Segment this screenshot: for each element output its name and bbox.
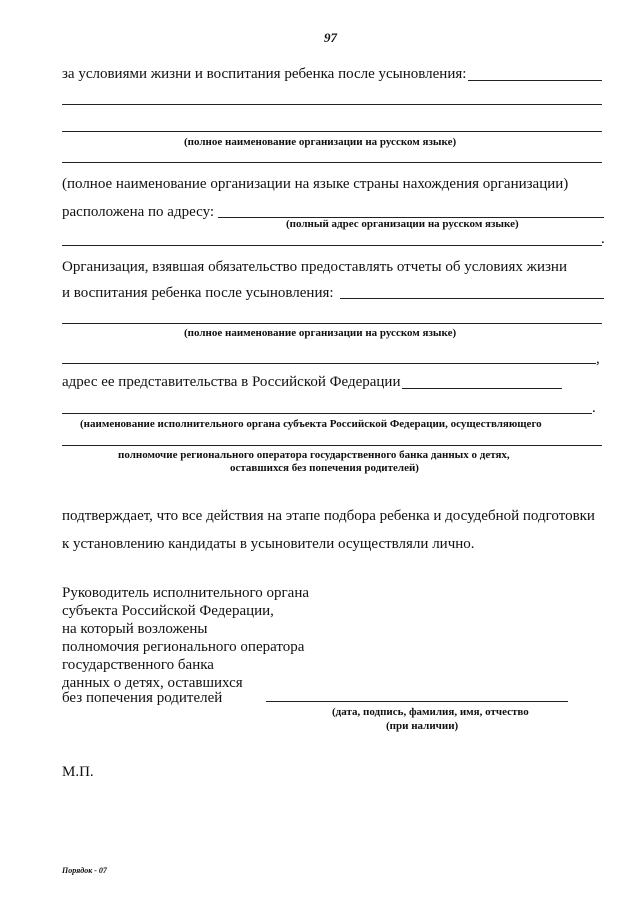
fill-line	[402, 388, 562, 389]
footer-note: Порядок - 07	[62, 866, 107, 875]
fill-line	[62, 131, 602, 132]
fill-line	[62, 104, 602, 105]
page-number: 97	[324, 30, 337, 45]
signatory-line-3: на который возложены	[62, 621, 208, 637]
caption-if-any: (при наличии)	[386, 720, 459, 732]
signatory-line-2: субъекта Российской Федерации,	[62, 603, 274, 619]
signature-line	[266, 701, 568, 702]
fill-line	[62, 413, 592, 414]
intro-text: за условиями жизни и воспитания ребенка после усыновления:	[62, 66, 467, 82]
fill-line	[62, 323, 602, 324]
stamp-place: М.П.	[62, 764, 94, 780]
signatory-line-7: без попечения родителей	[62, 690, 223, 706]
signatory-line-5: государственного банка	[62, 657, 214, 673]
caption-without-parents: оставшихся без попечения родителей)	[230, 462, 419, 474]
line-end-comma: ,	[596, 351, 600, 367]
signatory-line-4: полномочия регионального оператора	[62, 639, 305, 655]
caption-address-ru: (полный адрес организации на русском языке)	[286, 218, 519, 230]
rf-representation-label: адрес ее представительства в Российской Федерации	[62, 374, 401, 390]
reporting-org-text-2: и воспитания ребенка после усыновления:	[62, 285, 334, 301]
confirmation-text: подтверждает, что все действия на этапе подбора ребенка и досудебной подготовки	[62, 508, 595, 524]
caption-org-name-ru-2: (полное наименование организации на русском языке)	[184, 327, 457, 339]
line-end-dot: .	[601, 231, 605, 247]
signatory-line-6: данных о детях, оставшихся	[62, 675, 243, 691]
caption-signature: (дата, подпись, фамилия, имя, отчество	[332, 706, 529, 718]
caption-executive-body: (наименование исполнительного органа субъекта Российской Федерации, осуществляющего	[80, 418, 542, 430]
line-end-dot: .	[592, 400, 596, 416]
confirmation-text-2: к установлению кандидаты в усыновители осуществляли лично.	[62, 536, 475, 552]
fill-line	[62, 162, 602, 163]
fill-line	[340, 298, 604, 299]
fill-line	[468, 80, 602, 81]
address-label: расположена по адресу:	[62, 204, 215, 220]
fill-line	[62, 245, 602, 246]
org-name-foreign-label: (полное наименование организации на языке страны нахождения организации)	[62, 176, 569, 192]
signatory-line-1: Руководитель исполнительного органа	[62, 585, 310, 601]
fill-line	[62, 363, 596, 364]
fill-line	[62, 445, 602, 446]
reporting-org-text: Организация, взявшая обязательство предоставлять отчеты об условиях жизни	[62, 259, 567, 275]
caption-org-name-ru: (полное наименование организации на русском языке)	[184, 136, 457, 148]
caption-regional-operator: полномочие регионального оператора государственного банка данных о детях,	[118, 449, 510, 461]
